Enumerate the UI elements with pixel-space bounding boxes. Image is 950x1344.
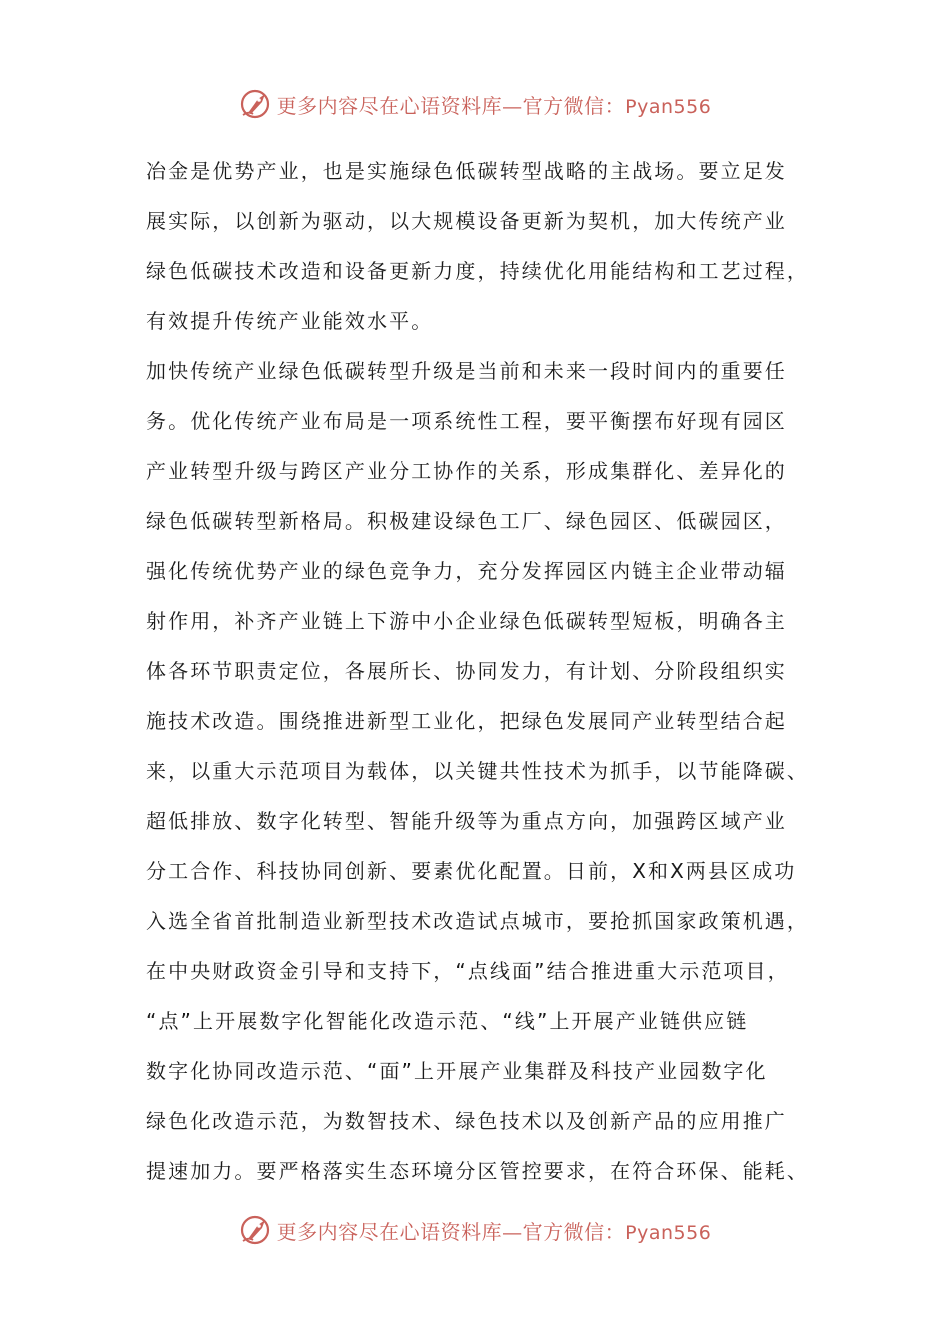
text-line: 产业转型升级与跨区产业分工协作的关系，形成集群化、差异化的 — [146, 459, 787, 483]
footer-banner — [0, 1210, 950, 1250]
document-body — [146, 146, 836, 1196]
text-line: 强化传统优势产业的绿色竞争力，充分发挥园区内链主企业带动辐 — [146, 559, 787, 583]
header-banner — [0, 84, 950, 124]
text-line: 绿色低碳技术改造和设备更新力度，持续优化用能结构和工艺过程， — [146, 259, 809, 283]
text-line: 有效提升传统产业能效水平。 — [146, 309, 434, 333]
text-line: “点”上开展数字化智能化改造示范、“线”上开展产业链供应链 — [146, 1009, 749, 1033]
text-line: 加快传统产业绿色低碳转型升级是当前和未来一段时间内的重要任 — [146, 359, 787, 383]
banner-text: 更多内容尽在心语资料库—官方微信：Pyan556 — [276, 1219, 712, 1244]
text-line: 来，以重大示范项目为载体，以关键共性技术为抓手，以节能降碳、 — [146, 759, 809, 783]
text-line: 在中央财政资金引导和支持下，“点线面”结合推进重大示范项目， — [146, 959, 790, 983]
text-line: 数字化协同改造示范、“面”上开展产业集群及科技产业园数字化 — [146, 1059, 768, 1083]
text-line: 分工合作、科技协同创新、要素优化配置。日前，X和X两县区成功 — [146, 859, 797, 883]
text-line: 提速加力。要严格落实生态环境分区管控要求，在符合环保、能耗、 — [146, 1159, 809, 1183]
text-line: 冶金是优势产业，也是实施绿色低碳转型战略的主战场。要立足发 — [146, 159, 787, 183]
text-line: 务。优化传统产业布局是一项系统性工程，要平衡摆布好现有园区 — [146, 409, 787, 433]
banner-text: 更多内容尽在心语资料库—官方微信：Pyan556 — [276, 93, 712, 118]
text-line: 体各环节职责定位，各展所长、协同发力，有计划、分阶段组织实 — [146, 659, 787, 683]
text-line: 入选全省首批制造业新型技术改造试点城市，要抢抓国家政策机遇， — [146, 909, 809, 933]
text-line: 绿色化改造示范，为数智技术、绿色技术以及创新产品的应用推广 — [146, 1109, 787, 1133]
text-line: 射作用，补齐产业链上下游中小企业绿色低碳转型短板，明确各主 — [146, 609, 787, 633]
text-line: 展实际，以创新为驱动，以大规模设备更新为契机，加大传统产业 — [146, 209, 787, 233]
pen-nib-logo-icon — [239, 87, 273, 121]
text-line: 超低排放、数字化转型、智能升级等为重点方向，加强跨区域产业 — [146, 809, 787, 833]
pen-nib-logo-icon — [239, 1213, 273, 1247]
text-line: 绿色低碳转型新格局。积极建设绿色工厂、绿色园区、低碳园区， — [146, 509, 787, 533]
text-line: 施技术改造。围绕推进新型工业化，把绿色发展同产业转型结合起 — [146, 709, 787, 733]
